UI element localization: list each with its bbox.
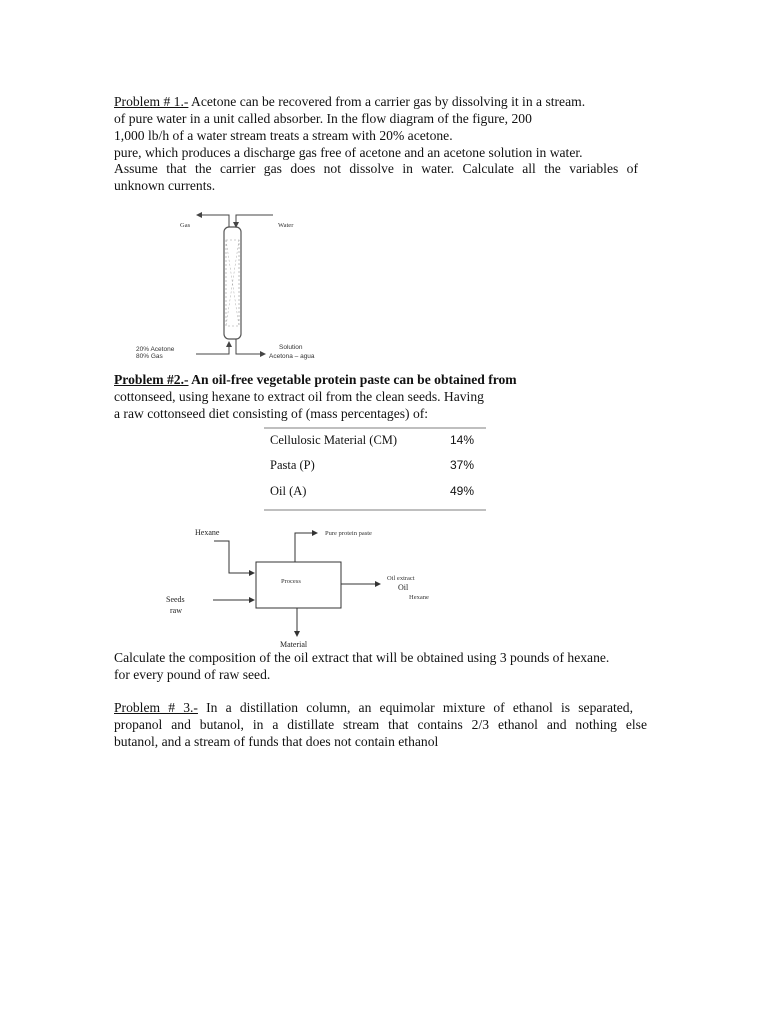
feed-label-1: 20% Acetone [136, 346, 175, 353]
hexane-label: Hexane [195, 528, 220, 537]
water-label: Water [278, 222, 294, 229]
hexane-out-label: Hexane [409, 594, 429, 601]
process-box [256, 562, 341, 608]
feed-label-2: 80% Gas [136, 353, 163, 360]
water-in-stream [236, 215, 273, 224]
problem3-line2: propanol and butanol, in a distillate stream that contains 2/3 ethanol and nothing else [114, 717, 647, 732]
process-label: Process [281, 578, 301, 585]
feed-in-stream [196, 345, 229, 354]
seeds-label: Seeds [166, 595, 185, 604]
raw-label: raw [170, 606, 182, 615]
problem2-line3: a raw cottonseed diet consisting of (mass percentages) of: [114, 406, 429, 421]
problem1-heading: Problem # 1.- [114, 94, 189, 109]
oil-extract-label: Oil extract [387, 575, 415, 582]
gas-label: Gas [180, 222, 191, 229]
problem2-line2: cottonseed, using hexane to extract oil from the clean seeds. Having [114, 389, 484, 404]
problem2-line1: Problem #2.- An oil-free vegetable protein paste can be obtained from [114, 372, 517, 387]
solution-out-stream [236, 339, 262, 354]
absorber-column [224, 227, 241, 339]
paste-out-stream [295, 533, 314, 562]
problem3-line1: Problem # 3.- In a distillation column, an equimolar mixture of ethanol is separated, [114, 700, 633, 715]
oil-label: Oil [398, 583, 409, 592]
problem2-after2: for every pound of raw seed. [114, 667, 271, 682]
solution-label-2: Acetona – agua [269, 353, 315, 360]
table-row: Pasta (P) 37% [270, 458, 474, 472]
problem3-heading: Problem # 3.- [114, 700, 198, 715]
problem2-after1: Calculate the composition of the oil extract that will be obtained using 3 pounds of hexane. [114, 650, 610, 665]
problem1-line2: of pure water in a unit called absorber. In the flow diagram of the figure, 200 [114, 111, 532, 126]
problem2-heading: Problem #2.- [114, 372, 189, 387]
material-label: Material [280, 640, 308, 649]
table-row: Oil (A) 49% [270, 484, 474, 498]
table-row: Cellulosic Material (CM) 14% [270, 433, 474, 447]
pure-paste-label: Pure protein paste [325, 530, 372, 537]
solution-label: Solution [279, 344, 303, 351]
problem1-line6: unknown currents. [114, 178, 216, 193]
problem1-line4: pure, which produces a discharge gas free of acetone and an acetone solution in water. [114, 145, 583, 160]
gas-out-stream [200, 215, 229, 227]
problem1-line1: Problem # 1.- Acetone can be recovered from a carrier gas by dissolving it in a stream. [114, 94, 586, 109]
problem1-line5: Assume that the carrier gas does not dissolve in water. Calculate all the variables of [114, 161, 638, 176]
hexane-in-stream [214, 541, 251, 573]
problem3-line3: butanol, and a stream of funds that does not contain ethanol [114, 734, 439, 749]
problem1-line3: 1,000 lb/h of a water stream treats a stream with 20% acetone. [114, 128, 453, 143]
